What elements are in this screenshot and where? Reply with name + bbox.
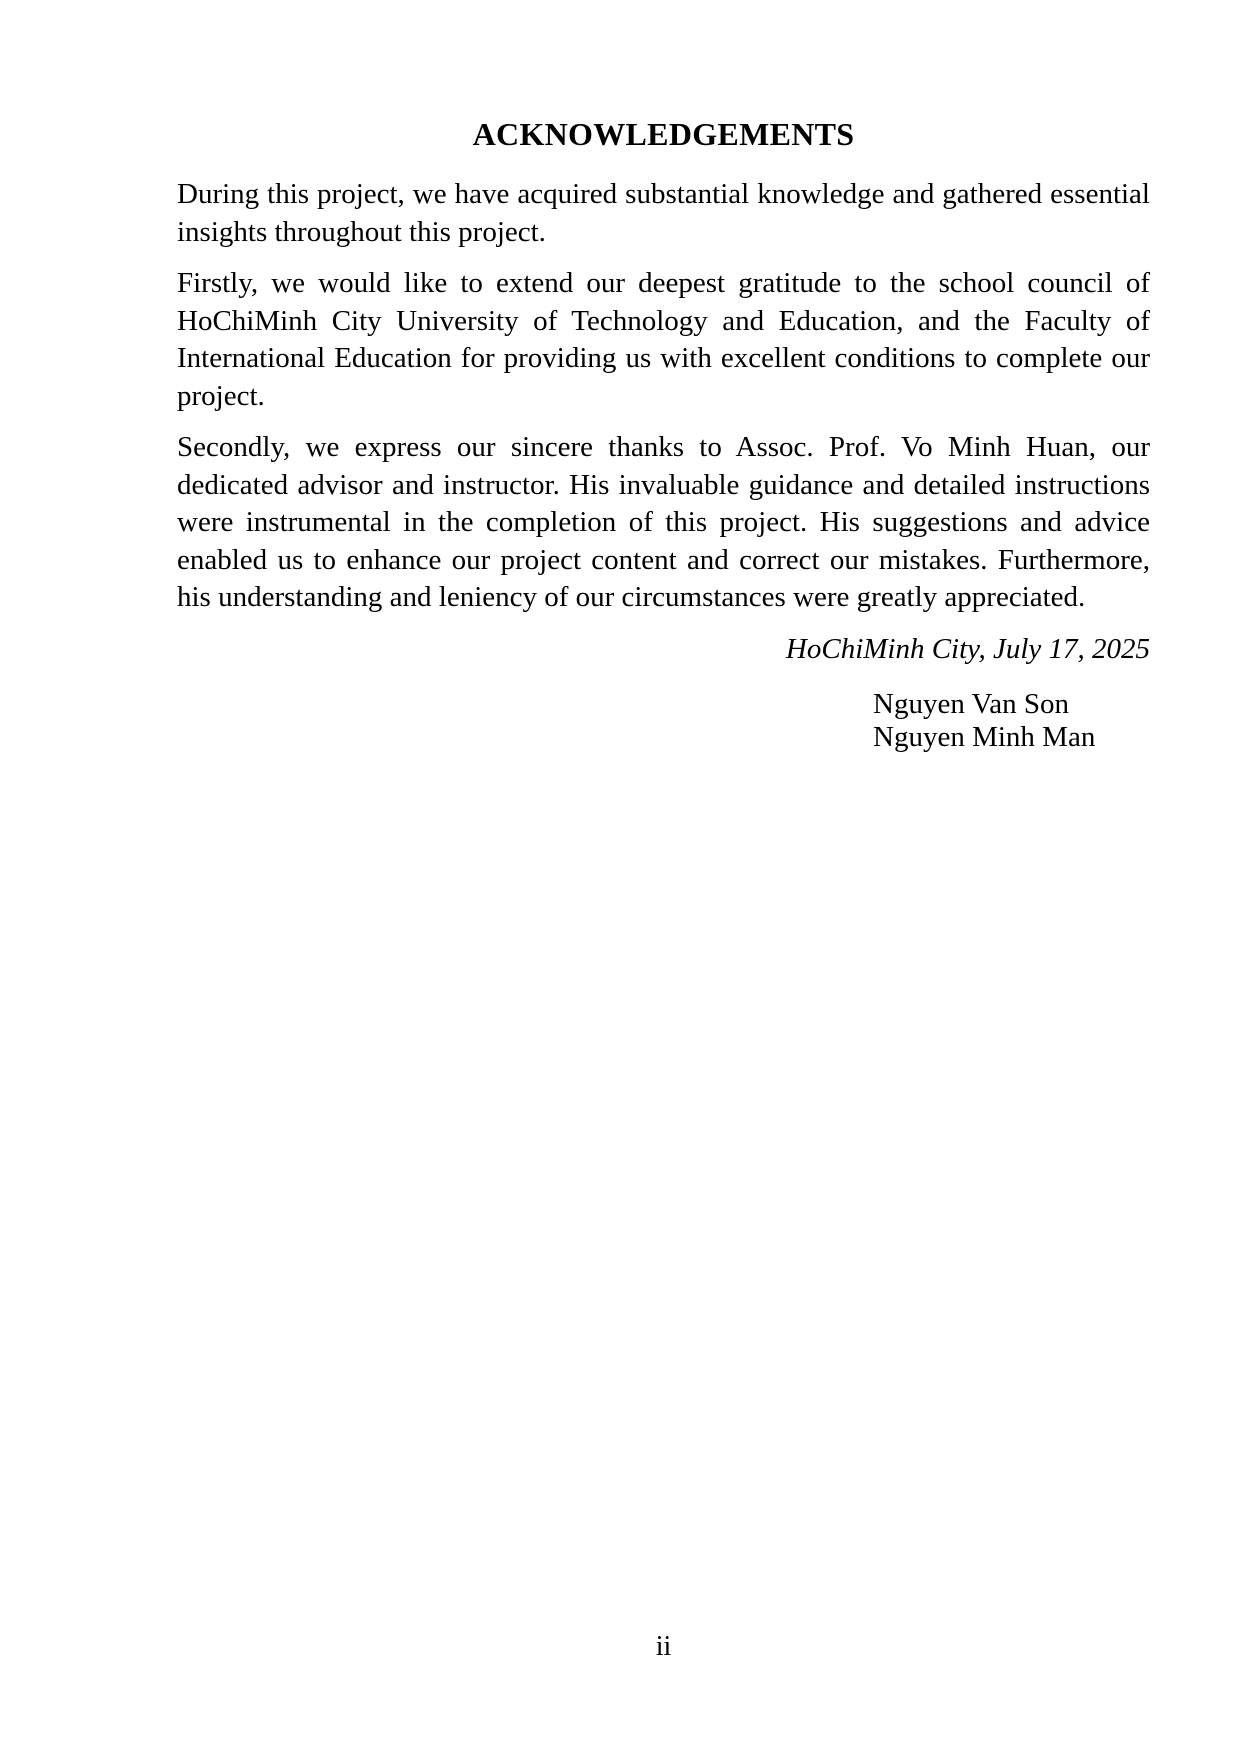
page-number: ii — [655, 1631, 672, 1662]
signature-block — [873, 688, 1095, 754]
page-content — [177, 116, 1150, 754]
paragraph-secondly: Secondly, we express our sincere thanks to Assoc. Prof. Vo Minh Huan, our dedicated advisor and instructor. His invaluable guidance and detailed instructions were instrumental in the completion of this project. His suggestions and advice enabled us to enhance our project content and correct our mistakes. Furthermore, his understanding and leniency of our circumstances were greatly appreciated. — [177, 431, 1150, 613]
signature-name-2: Nguyen Minh Man — [873, 721, 1096, 753]
paragraph-firstly: Firstly, we would like to extend our deepest gratitude to the school council of HoChiMinh City University of Technology and Education, and the Faculty of International Education for providing us with excellent conditions to complete our project. — [177, 267, 1150, 412]
dateline: HoChiMinh City, July 17, 2025 — [785, 632, 1150, 665]
page-title: ACKNOWLEDGEMENTS — [472, 116, 855, 152]
paragraph-intro: During this project, we have acquired substantial knowledge and gathered essential insights throughout this project. — [177, 178, 1150, 248]
signature-name-1: Nguyen Van Son — [873, 688, 1070, 720]
